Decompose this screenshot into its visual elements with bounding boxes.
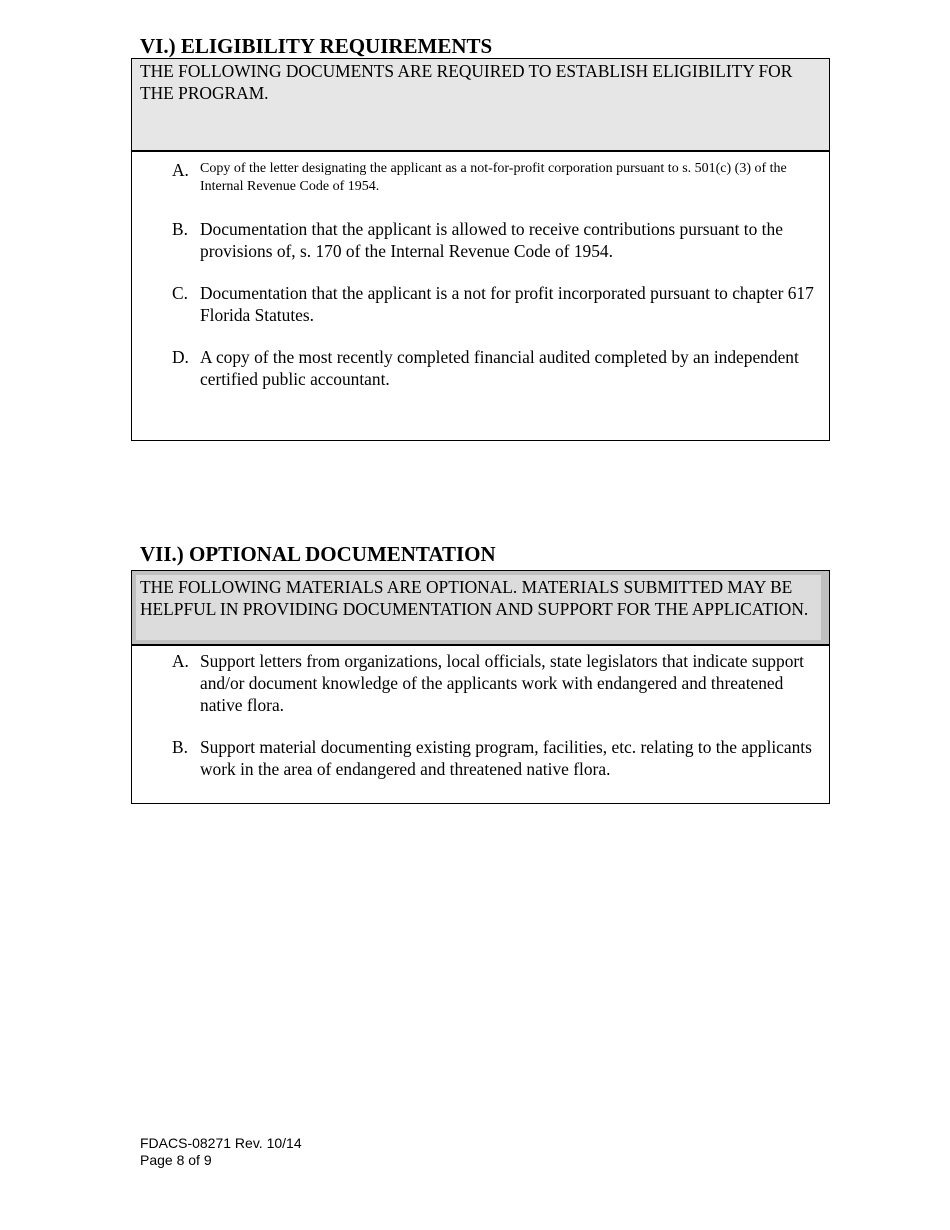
section-vi-header-text: THE FOLLOWING DOCUMENTS ARE REQUIRED TO ESTABLISH ELIGIBILITY FOR THE PROGRAM.: [140, 61, 793, 103]
list-item-letter: A.: [172, 160, 189, 180]
section-vii-header-text: THE FOLLOWING MATERIALS ARE OPTIONAL. MATERIALS SUBMITTED MAY BE HELPFUL IN PROVIDING DOCUMENTATION AND SUPPORT FOR THE APPLICATION.: [140, 577, 809, 619]
list-item-text: Documentation that the applicant is a not for profit incorporated pursuant to chapter 617 Florida Statutes.: [200, 283, 814, 325]
list-item-letter: B.: [172, 737, 188, 757]
list-item-letter: A.: [172, 651, 189, 671]
section-vi-title: VI.) ELIGIBILITY REQUIREMENTS: [140, 34, 493, 58]
section-vi-list-box: [131, 151, 830, 441]
list-item-text: Documentation that the applicant is allowed to receive contributions pursuant to the provisions of, s. 170 of the Internal Revenue Code of 1954.: [200, 219, 783, 261]
list-item-text: Support letters from organizations, local officials, state legislators that indicate support and/or document knowledge of the applicants work with endangered and threatened native flora.: [200, 651, 805, 715]
page-number: Page 8 of 9: [140, 1152, 212, 1168]
list-item-text: A copy of the most recently completed financial audited completed by an independent certified public accountant.: [200, 347, 799, 389]
section-vii-list-box: [131, 645, 830, 804]
form-number: FDACS-08271 Rev. 10/14: [140, 1135, 302, 1151]
list-item-letter: D.: [172, 347, 189, 367]
section-vii-header-box: [131, 570, 830, 646]
list-item-letter: C.: [172, 283, 188, 303]
list-item-text: Support material documenting existing program, facilities, etc. relating to the applicants work in the area of endangered and threatened native flora.: [200, 737, 812, 779]
section-vi-header-box: [131, 58, 830, 152]
section-vii-title: VII.) OPTIONAL DOCUMENTATION: [140, 542, 496, 566]
list-item-text: Copy of the letter designating the applicant as a not-for-profit corporation pursuant to s. 501(c) (3) of the Internal Revenue Code of 1954.: [200, 161, 787, 194]
list-item-letter: B.: [172, 219, 188, 239]
